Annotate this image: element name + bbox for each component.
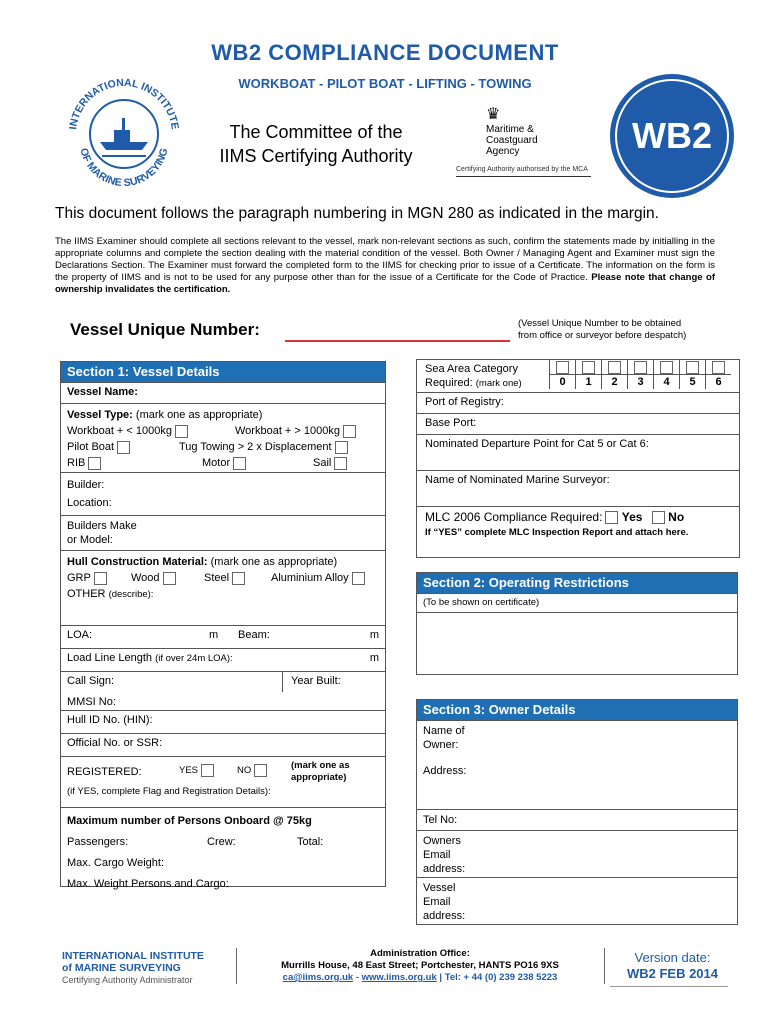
type-motor-label: Motor (202, 457, 231, 469)
mca-line-3: Agency (486, 146, 520, 157)
registered-yes-checkbox[interactable] (201, 764, 214, 777)
type-pilot-checkbox[interactable] (117, 441, 130, 454)
beam-label: Beam: (238, 629, 270, 641)
hull-material-field (61, 551, 385, 626)
mlc-field (417, 507, 739, 557)
vessel-email-label-1: Vessel (423, 882, 456, 894)
crown-crest-icon: ♛ (486, 106, 501, 123)
footer-org-1: INTERNATIONAL INSTITUTE (62, 950, 204, 962)
sea-cat-4-label: 4 (654, 375, 680, 390)
footer-tel: | Tel: + 44 (0) 239 238 5223 (436, 972, 558, 983)
registered-field (61, 757, 385, 808)
footer-org (62, 950, 204, 986)
vessel-email-label-2: Email (423, 896, 451, 908)
section-3-title: Section 3: Owner Details (416, 699, 738, 721)
sea-area-label-1: Sea Area Category (425, 363, 518, 375)
material-alu-label: Aluminium Alloy (271, 572, 349, 584)
type-tug-checkbox[interactable] (335, 441, 348, 454)
max-persons-label: Maximum number of Persons Onboard @ 75kg (67, 815, 312, 827)
sea-cat-3-label: 3 (628, 375, 654, 390)
surveyor-field[interactable]: Name of Nominated Marine Surveyor: (417, 471, 739, 507)
builder-label: Builder: (67, 479, 105, 491)
material-steel-label: Steel (204, 572, 230, 584)
document-subtitle: WORKBOAT - PILOT BOAT - LIFTING - TOWING (238, 76, 532, 91)
builders-make-field[interactable] (61, 516, 385, 551)
vun-label: Vessel Unique Number: (70, 320, 260, 339)
intro-paragraph (55, 236, 715, 296)
type-wb-small-label: Workboat + < 1000kg (67, 425, 172, 437)
footer-org-2: of MARINE SURVEYING (62, 962, 181, 974)
section-2 (416, 572, 738, 675)
section-1-box (60, 383, 386, 890)
address-label: Address: (423, 765, 467, 777)
sea-area-table (549, 360, 731, 389)
type-rib-label: RIB (67, 457, 86, 469)
material-grp-label: GRP (67, 572, 91, 584)
owners-email-label-1: Owners (423, 835, 461, 847)
vessel-name-field[interactable]: Vessel Name: (61, 383, 385, 404)
material-other-label: OTHER (67, 588, 106, 600)
load-line-note: (if over 24m LOA): (155, 653, 233, 664)
seal-text-bottom: OF MARINE SURVEYING (77, 146, 171, 190)
total-field[interactable]: Total: (297, 836, 324, 848)
footer-office (240, 948, 600, 984)
type-wb-small-checkbox[interactable] (175, 425, 188, 438)
wb2-badge-text: WB2 (615, 79, 729, 193)
mca-note: Certifying Authority authorised by the MCA (456, 166, 588, 173)
persons-block (61, 808, 385, 890)
footer-email-link[interactable]: ca@iims.org.uk (282, 972, 354, 983)
sea-cat-0-label: 0 (550, 375, 576, 390)
sea-area-label-2: Required: (425, 377, 473, 389)
type-sail-checkbox[interactable] (334, 457, 347, 470)
intro-paragraph-text: The IIMS Examiner should complete all sections relevant to the vessel, mark non-relevant sections as such, confirm the statements made by initialling in the appropriate columns and complete the section dealing with the material condition of the vessel. Both Owner / Managing Agent and Examiner must sign the Declarations Section. The Examiner must forward the completed form to the IIMS for checking prior to issue of a Certificate. The information on the form is the property of IIMS and is not to be used for any purpose other than for the issue of a Certificate for the Code of Practice. (55, 236, 715, 283)
mlc-yes-label: Yes (621, 510, 643, 524)
sea-cat-2-checkbox[interactable] (608, 361, 621, 374)
sea-cat-6-checkbox[interactable] (712, 361, 725, 374)
owners-email-label-3: address: (423, 863, 466, 875)
section-1-title: Section 1: Vessel Details (60, 361, 386, 383)
committee-line-2: IIMS Certifying Authority (219, 146, 413, 166)
type-wb-large-label: Workboat + > 1000kg (235, 425, 340, 437)
call-sign-field[interactable]: Call Sign: (61, 672, 283, 692)
vun-note-2: from office or surveyor before despatch) (518, 330, 687, 341)
footer-divider-left (236, 948, 237, 984)
vessel-type-label: Vessel Type: (67, 409, 133, 421)
mlc-no-checkbox[interactable] (652, 511, 665, 524)
mmsi-field[interactable]: MMSI No: (67, 696, 116, 708)
owner-name-label-2: Owner: (423, 739, 459, 751)
section-1 (60, 361, 386, 890)
intro-heading: This document follows the paragraph numbering in MGN 280 as indicated in the margin. (55, 205, 659, 222)
loa-field[interactable] (61, 626, 385, 649)
footer-admin: Certifying Authority Administrator (62, 975, 193, 985)
vun-note (518, 318, 686, 342)
mlc-label: MLC 2006 Compliance Required: (425, 510, 603, 524)
year-built-field[interactable]: Year Built: (291, 675, 341, 687)
vun-note-1: (Vessel Unique Number to be obtained (518, 318, 682, 329)
sea-cat-0-checkbox[interactable] (556, 361, 569, 374)
builder-field[interactable] (61, 473, 385, 516)
intro-paragraph-bold: Please note that change of ownership invalidates the certification. (55, 272, 715, 295)
mlc-no-label: No (668, 510, 685, 524)
sea-cat-5-label: 5 (680, 375, 706, 390)
owners-email-label-2: Email (423, 849, 451, 861)
builders-make-label-2: or Model: (67, 534, 113, 546)
version-value: WB2 FEB 2014 (626, 966, 719, 981)
wb2-badge (610, 74, 734, 198)
operating-restrictions-field[interactable] (417, 613, 737, 674)
material-wood-label: Wood (131, 572, 160, 584)
material-steel-checkbox[interactable] (232, 572, 245, 585)
registered-note: (if YES, complete Flag and Registration Details): (67, 786, 271, 797)
sea-area-categories (549, 360, 731, 389)
committee-line-1: The Committee of the (229, 122, 403, 142)
crew-field[interactable]: Crew: (207, 836, 236, 848)
seal-text-top: INTERNATIONAL INSTITUTE (67, 76, 181, 131)
type-tug-label: Tug Towing > 2 x Displacement (179, 441, 332, 453)
owner-name-address-field[interactable] (417, 721, 737, 810)
loa-label: LOA: (67, 629, 93, 641)
section-2-note: (To be shown on certificate) (417, 594, 737, 613)
footer-office-label: Administration Office: (370, 948, 470, 959)
material-alu-checkbox[interactable] (352, 572, 365, 585)
iims-seal-logo (62, 72, 186, 196)
passengers-field[interactable]: Passengers: (67, 836, 129, 848)
mark-one-1: (mark one as (291, 760, 350, 771)
load-line-label: Load Line Length (67, 652, 153, 664)
sea-cat-3-checkbox[interactable] (634, 361, 647, 374)
sea-cat-1-checkbox[interactable] (582, 361, 595, 374)
footer-dash: - (353, 972, 362, 983)
cargo-field[interactable]: Max. Cargo Weight: (67, 857, 165, 869)
section-2-box (416, 594, 738, 675)
builders-make-label-1: Builders Make (67, 520, 137, 532)
type-pilot-label: Pilot Boat (67, 441, 115, 453)
beam-unit: m (369, 629, 379, 641)
document-title: WB2 COMPLIANCE DOCUMENT (211, 40, 559, 65)
sea-area-note: (mark one) (475, 378, 522, 389)
mlc-yes-checkbox[interactable] (605, 511, 618, 524)
tel-field[interactable]: Tel No: (417, 810, 737, 831)
registered-no-checkbox[interactable] (254, 764, 267, 777)
owner-name-label-1: Name of (423, 725, 465, 737)
material-grp-checkbox[interactable] (94, 572, 107, 585)
footer-rule (610, 986, 728, 987)
hull-material-note: (mark one as appropriate) (210, 556, 338, 568)
type-motor-checkbox[interactable] (233, 457, 246, 470)
mlc-note: If “YES” complete MLC Inspection Report and attach here. (425, 527, 689, 539)
sea-cat-6-label: 6 (706, 375, 732, 390)
footer-version (610, 950, 735, 982)
section-2-title: Section 2: Operating Restrictions (416, 572, 738, 594)
footer-address: Murrills House, 48 East Street; Portchester, HANTS PO16 9XS (281, 960, 559, 971)
mca-name (486, 124, 538, 157)
mark-one-2: appropriate) (291, 772, 347, 783)
official-no-field[interactable]: Official No. or SSR: (61, 734, 385, 757)
section-3-box (416, 721, 738, 925)
sea-area-row (417, 360, 739, 393)
sea-cat-1-label: 1 (576, 375, 602, 390)
mca-line-1: Maritime & (486, 124, 534, 135)
hull-id-field[interactable]: Hull ID No. (HIN): (61, 711, 385, 734)
footer-web-link[interactable]: www.iims.org.uk (361, 972, 437, 983)
material-wood-checkbox[interactable] (163, 572, 176, 585)
vessel-type-note: (mark one as appropriate) (135, 409, 263, 421)
vessel-type-field (61, 404, 385, 473)
hull-material-label: Hull Construction Material: (67, 556, 208, 568)
material-other-note: (describe): (108, 589, 154, 600)
vessel-email-field[interactable] (417, 878, 737, 924)
loa-unit: m (209, 629, 219, 641)
vun-input-line[interactable] (285, 340, 510, 342)
port-registry-field[interactable]: Port of Registry: (417, 393, 739, 414)
sea-area-block (416, 359, 740, 558)
departure-point-field[interactable]: Nominated Departure Point for Cat 5 or Cat 6: (417, 435, 739, 471)
mca-line-2: Coastguard (486, 135, 538, 146)
call-sign-block (61, 672, 385, 711)
weight-persons-cargo-field[interactable]: Max. Weight Persons and Cargo: (67, 878, 229, 890)
registered-label: REGISTERED: (67, 766, 142, 778)
sea-cat-4-checkbox[interactable] (660, 361, 673, 374)
registered-yes-label: YES (179, 765, 199, 777)
type-wb-large-checkbox[interactable] (343, 425, 356, 438)
load-line-field[interactable] (61, 649, 385, 672)
registered-no-label: NO (237, 765, 252, 777)
location-label: Location: (67, 497, 112, 509)
sea-cat-5-checkbox[interactable] (686, 361, 699, 374)
version-label: Version date: (634, 950, 711, 965)
section-3 (416, 699, 738, 925)
type-rib-checkbox[interactable] (88, 457, 101, 470)
type-sail-label: Sail (313, 457, 332, 469)
footer-divider-right (604, 948, 605, 984)
owners-email-field[interactable] (417, 831, 737, 878)
vessel-email-label-3: address: (423, 910, 466, 922)
base-port-field[interactable]: Base Port: (417, 414, 739, 435)
load-line-unit: m (369, 652, 379, 664)
committee-heading (196, 120, 436, 168)
sea-cat-2-label: 2 (602, 375, 628, 390)
